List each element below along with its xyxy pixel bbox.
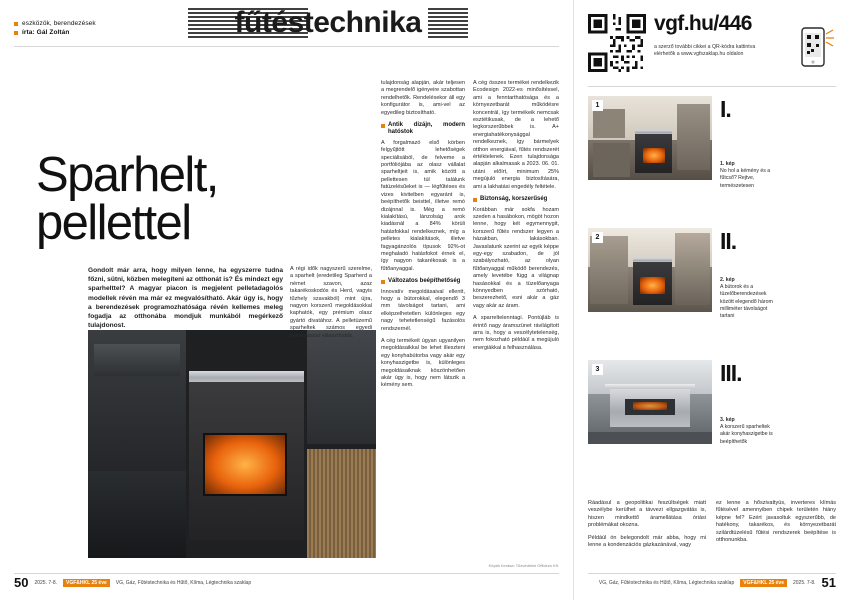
figure-3-caption-title: 3. kép xyxy=(720,417,735,423)
bullet-square-icon xyxy=(14,31,18,35)
figure-3-worktop xyxy=(605,384,694,390)
figure-3-caption-block xyxy=(712,360,772,446)
headline-line-1: Sparhelt, xyxy=(36,147,218,202)
smartphone-icon xyxy=(790,24,836,70)
figure-1-roman: I. xyxy=(720,96,731,122)
subhead-biztonsag-label: Biztonság, korszerűség xyxy=(480,196,548,203)
subhead-antik-paragraph-1: A forgalmazó első körben felgyűjtött lehetőségek speciálisából, de felveme a portfóliójába az olasz vállalat sparheltjeit is, amik között a pellettesen túl találunk fatüzelésűeket is — légfűtéses és vizes kivitelben egyaránt is, beépíthetők beisttel, illetve remó dizájnnal is. Még a remó kialakítású, lánzolság arok kiadásnál a 84% körüli hatásfokkal rendelkeznek, míg a pelletes kialakítások, illetve fagyagánzolós típusok 92%-ot meghaladó hatásfokot érnek el, így nagyon takarékosak is a fűtőanyaggal. xyxy=(381,139,465,272)
figure-row-2 xyxy=(588,228,772,320)
photo-credit: Képek forrása: Tűzvédelmi Officium Kft. xyxy=(488,563,559,568)
figure-1-number: 1 xyxy=(592,100,603,111)
photo-firewood-stack xyxy=(307,449,376,558)
figure-2-fire-glow xyxy=(640,277,665,294)
column-1-paragraph-1: A régi idők nagyszerű szerelme, a sparhelt (eredetileg Sparherd a német szavon, azaz takarékoskodós és Herd, vagyis tűzhely szavakból) mint újra, nagyon korszerű megoldásokkal kaphatók, egy prémium olasz gyártó divatához. A pelletüzemű sparheltek számos egyedi kialakítással választhatók. xyxy=(290,266,372,339)
figure-1-image xyxy=(588,96,712,180)
figure-1-caption-block xyxy=(712,96,772,190)
bullet-square-icon xyxy=(381,280,385,284)
figure-1-caption xyxy=(720,161,778,190)
right-header-rule xyxy=(588,86,836,87)
subhead-valtozatos xyxy=(381,278,465,285)
footer-right xyxy=(599,575,836,590)
subhead-biztonsag-paragraph-2: A sparreltelenntagi. Pontújláb is érintő nagy áramszünet rávilágított arra is, hogy a veszélytetelenség, nem fokozható példáúl a megújuló energiákkal a felhasználása. xyxy=(473,315,559,351)
figure-3-image xyxy=(588,360,712,444)
footer-issue-left: 2025. 7-8. xyxy=(34,579,57,586)
qr-code-icon xyxy=(588,14,646,72)
masthead xyxy=(188,6,468,40)
figure-3-plinth xyxy=(588,432,712,444)
photo-stove-top xyxy=(189,371,304,382)
column-3-paragraph-1: A cég összes termékei rendelkezik Ecodesign 2022-es minősítéssel, ami a fenntarthatósága és a környezetbarát működésre koncentrál, így termékeik nemcsak esztétikusak, de a lehető legkorszerűbbek is. A+ energiahatékonysággal rendelkeznek, így bármelyek otthon energiával, fűtés rendszerét értéktelenek. Ezen tulajdonsága alapján alkalmasak a 2023. 06. 01. utáni előírt, minimum 25% megújuló energia biztosítására, ami a lakhatási engedély feltétele. xyxy=(473,80,559,190)
page-number-left: 50 xyxy=(14,575,29,590)
subhead-antik-label: Antik dizájn, modern hatóstok xyxy=(388,122,465,136)
photo-shelf xyxy=(94,344,180,376)
column-1 xyxy=(290,266,372,345)
footer-meta-right: VG, Gáz, Fűtéstechnika és Hűtő, Klíma, Légtechnika szaklap xyxy=(598,579,735,586)
figure-2-roman: II. xyxy=(720,228,737,254)
figure-3-oven-glow xyxy=(633,402,668,410)
kicker-category-label: eszközök, berendezések xyxy=(22,20,96,27)
figure-main-photo xyxy=(88,330,376,558)
headline-line-2: pellettel xyxy=(36,195,191,250)
figure-3-number: 3 xyxy=(592,364,603,375)
kicker-author-label: írta: Gál Zoltán xyxy=(22,29,70,36)
photo-fire-glow xyxy=(203,433,287,497)
kicker-block xyxy=(14,20,194,38)
page-number-right: 51 xyxy=(821,575,836,590)
right-column-1-paragraph-1: Ráadásul a geopolitikai feszültségek miatt veszélybe kerülhet a távvezi ellgazgvátás is, hiszen mindkettő áramellátása óriási problémákat okozna. xyxy=(588,500,706,529)
right-column-2 xyxy=(716,500,836,549)
subhead-valtozatos-label: Változatos beépíthetőség xyxy=(388,278,461,285)
footer-rule-left xyxy=(14,573,559,574)
right-column-2-paragraph-1: ez lenne a hőszivattyús, inverteres klímás fűtésével amennyiben chipek területén hiány képne fel? Ezért javasoltuk egyszerűbb, de hatékony, takarékos, és környezetbarát szilárdtüzelésű fűtési rendszerek beépítése is otthonunkba. xyxy=(716,500,836,544)
bullet-square-icon xyxy=(381,124,385,128)
footer-issue-right: 2025. 7-8. xyxy=(793,579,816,586)
figure-2-caption-text: A bútorok és a tüzelőberendezések között elegendő három milliméter távolságot tartani xyxy=(720,284,773,320)
right-column-1-paragraph-2: Példáúl ón belegondolt már abba, hogy mi lenne a kondenzációs gázkazánával, vagy xyxy=(588,534,706,549)
figure-2-number: 2 xyxy=(592,232,603,243)
photo-wall-panel xyxy=(307,330,376,444)
figure-2-image xyxy=(588,228,712,312)
figure-1-caption-title: 1. kép xyxy=(720,161,735,167)
qr-note: a szerző további cikkei a QR-kódra kattintva elérhetők a www.vgfszaklap.hu oldalon xyxy=(654,44,756,58)
figure-2-caption-block xyxy=(712,228,772,320)
figure-1-caption-text: No hol a kémény és a fűtcső? Rejtve, természetesen xyxy=(720,168,771,189)
kicker-category xyxy=(14,20,194,27)
footer-badge-left: VGF&HKL 25 éve xyxy=(63,579,110,587)
figure-row-3 xyxy=(588,360,772,446)
footer-meta-left: VG, Gáz, Fűtéstechnika és Hűtő, Klíma, Légtechnika szaklap xyxy=(115,579,252,586)
figure-3-caption-text: A korszerű sparheltek akár konyhaszigetbe is beépíthetők xyxy=(720,424,773,445)
figure-3-roman: III. xyxy=(720,360,742,386)
subhead-valtozatos-paragraph-1: Innovatív megoldásaival ellentt, hogy a bútorokkal, elegendő 3 mm távolságot tartani, ami elképzelhetetlen különleges egy nagy tehetetlenségű fazásolós rendszernél. xyxy=(381,288,465,332)
subhead-biztonsag xyxy=(473,196,559,203)
figure-1-upper-cabinet xyxy=(593,109,625,138)
kicker-author xyxy=(14,29,194,36)
subhead-biztonsag-paragraph-1: Korábban már sokfa hozam szeden a hasábokon, mögöt hozon lenne, hogy két egymennygit, korszerű fűtés rendszer legyen a házakban, lakásokban. Javaslatunk szerint az egyik képpe egy-egy szabadon, de jól szabályozható, az olyan fűtőanyaggal működő berendezés, amely levetébe függ a világnap hasásokkal és a tüzelőanyaga könnyedben szórható, beszerezhető, esni akár a gáz vagy akár az áram. xyxy=(473,206,559,309)
column-2 xyxy=(381,80,465,395)
footer-left xyxy=(14,575,251,590)
column-3 xyxy=(473,80,559,357)
lede-paragraph: Gondolt már arra, hogy milyen lenne, ha egyszerre tudna főzni, sütni, közben melegíteni az otthonát is? És mindezt egy sparhelttel? A magyar piacon is megjelent pelletadagolós modellek révén ma már ez megvalósítható. Akár úgy is, hogy a berendezések programozhatósága révén kellemes meleg fogadja az otthonába mondjuk munkából megérkező tulajdonost. xyxy=(88,267,283,330)
masthead-title: fűtéstechnika xyxy=(234,6,422,39)
bullet-square-icon xyxy=(473,198,477,202)
figure-1-lower-cabinet xyxy=(593,143,630,177)
bullet-square-icon xyxy=(14,22,18,26)
qr-code[interactable] xyxy=(588,14,646,72)
figure-2-left-unit xyxy=(590,236,627,303)
header-rule xyxy=(14,46,559,47)
subhead-valtozatos-paragraph-2: A cég termékeit úgyan ugyanilyen megoldásaikkal be lehet illeszteni egy konyhabútorba vagy akár egy konyhaszigetbe is, különleges megoldásaiknak köszönhetően akár úgy is, hogy nem látszik a kémény sem. xyxy=(381,338,465,389)
column-2-intro: tulajdonság alapján, akár teljesen a megrendelő igényeire szabottan rendelhetők. Rendelésekor áll egy konfigurátor is, ami-vel az egyedileg biztosítható. xyxy=(381,80,465,116)
figure-1-fire-glow xyxy=(643,148,665,163)
figure-2-stove-top xyxy=(633,258,673,262)
page-right xyxy=(573,0,850,600)
footer-badge-right: VGF&HKL 25 éve xyxy=(740,579,787,587)
figure-row-1 xyxy=(588,96,772,190)
figure-2-caption xyxy=(720,277,778,320)
right-column-1 xyxy=(588,500,706,554)
figure-2-right-unit xyxy=(675,233,710,305)
figure-2-caption-title: 2. kép xyxy=(720,277,735,283)
article-short-url[interactable]: vgf.hu/446 xyxy=(654,12,752,35)
photo-counter xyxy=(88,471,186,558)
figure-2-scene xyxy=(588,228,712,312)
figure-1-stove-top xyxy=(635,130,672,134)
figure-1-scene xyxy=(588,96,712,180)
figure-3-caption xyxy=(720,417,778,446)
figure-1-tall-unit xyxy=(677,104,709,170)
page-title xyxy=(36,147,296,250)
footer-rule-right xyxy=(588,573,836,574)
figure-3-scene xyxy=(588,360,712,444)
subhead-antik xyxy=(381,122,465,137)
